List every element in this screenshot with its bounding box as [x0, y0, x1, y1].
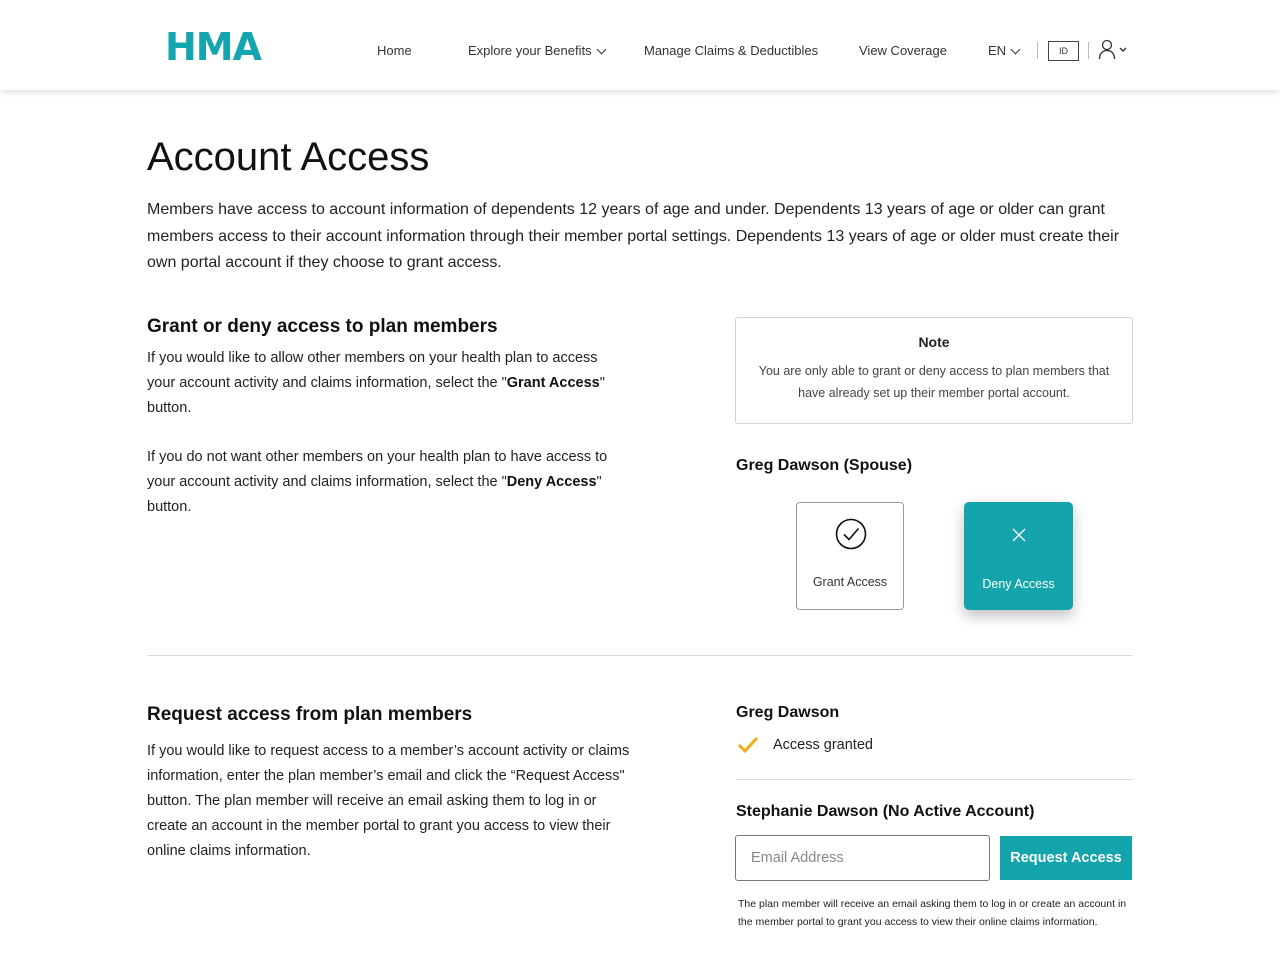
deny-access-button[interactable] — [964, 502, 1073, 610]
note-text: You are only able to grant or deny access to plan members that have already set up their member portal account. — [758, 364, 1110, 400]
close-icon — [1011, 527, 1027, 543]
deny-instructions-bold: Deny Access — [506, 474, 597, 490]
member-divider — [736, 779, 1133, 780]
pending-member-name: Stephanie Dawson (No Active Account) — [736, 803, 1035, 820]
grant-instructions — [147, 346, 622, 421]
request-instructions: If you would like to request access to a member’s account activity or claims information, enter the plan member’s email and click the “Request Access" button. The plan member will receive an email asking them to log in or create an account in the member portal to grant you access to view their online claims information. — [147, 743, 630, 859]
note-title: Note — [918, 334, 950, 350]
grant-instructions-suffix: " button. — [147, 375, 605, 416]
chevron-down-icon — [596, 44, 606, 54]
grant-instructions-bold: Grant Access — [506, 375, 600, 391]
access-granted-label: Access granted — [773, 737, 873, 753]
request-section-heading: Request access from plan members — [147, 704, 473, 725]
language-label: EN — [988, 43, 1007, 58]
chevron-down-icon — [1011, 44, 1021, 54]
email-address-input[interactable] — [735, 835, 990, 881]
checkmark-icon — [737, 736, 759, 754]
nav-explore-benefits[interactable] — [468, 43, 605, 59]
nav-explore-label: Explore your Benefits — [468, 43, 592, 58]
nav-view-coverage[interactable] — [859, 43, 947, 59]
deny-access-label: Deny Access — [982, 577, 1055, 591]
request-access-button[interactable]: Request Access — [1000, 836, 1132, 880]
deny-instructions-suffix: " button. — [147, 474, 602, 515]
language-selector[interactable] — [988, 43, 1019, 59]
nav-claims-label: Manage Claims & Deductibles — [644, 43, 819, 58]
access-granted-status — [737, 736, 873, 754]
deny-instructions — [147, 445, 622, 520]
nav-separator — [1088, 42, 1089, 59]
nav-coverage-label: View Coverage — [859, 43, 947, 58]
grant-access-label: Grant Access — [812, 575, 888, 589]
top-header — [0, 0, 1280, 90]
nav-home[interactable] — [377, 43, 412, 59]
granted-member-name: Greg Dawson — [736, 704, 840, 721]
request-footnote: The plan member will receive an email asking them to log in or create an account in the member portal to grant you access to view their online claims information. — [738, 898, 1127, 928]
grant-access-button[interactable] — [796, 502, 904, 610]
id-card-button[interactable]: ID — [1048, 41, 1079, 61]
nav-separator — [1037, 42, 1038, 59]
section-divider — [147, 655, 1133, 656]
user-menu[interactable] — [1098, 39, 1130, 66]
spouse-member-name: Greg Dawson (Spouse) — [736, 457, 913, 474]
check-circle-icon — [835, 518, 867, 550]
nav-manage-claims[interactable] — [644, 43, 818, 59]
grant-instructions-prefix: If you would like to allow other members on your health plan to access your account activity and claims information, select the " — [147, 350, 598, 391]
nav-home-label: Home — [377, 43, 412, 58]
intro-text: Members have access to account information of dependents 12 years of age and under. Dependents 13 years of age or older can grant members access to their account information through their member portal settings. Dependents 13 years of age or older must create their own portal account if they choose to grant access. — [147, 201, 1120, 271]
user-profile-icon — [1098, 39, 1130, 61]
note-box — [735, 317, 1133, 424]
page-title: Account Access — [147, 135, 430, 179]
hma-logo[interactable]: HMA — [165, 25, 262, 69]
grant-section-heading: Grant or deny access to plan members — [147, 316, 498, 337]
deny-instructions-prefix: If you do not want other members on your health plan to have access to your account activity and claims information, select the " — [147, 449, 608, 490]
